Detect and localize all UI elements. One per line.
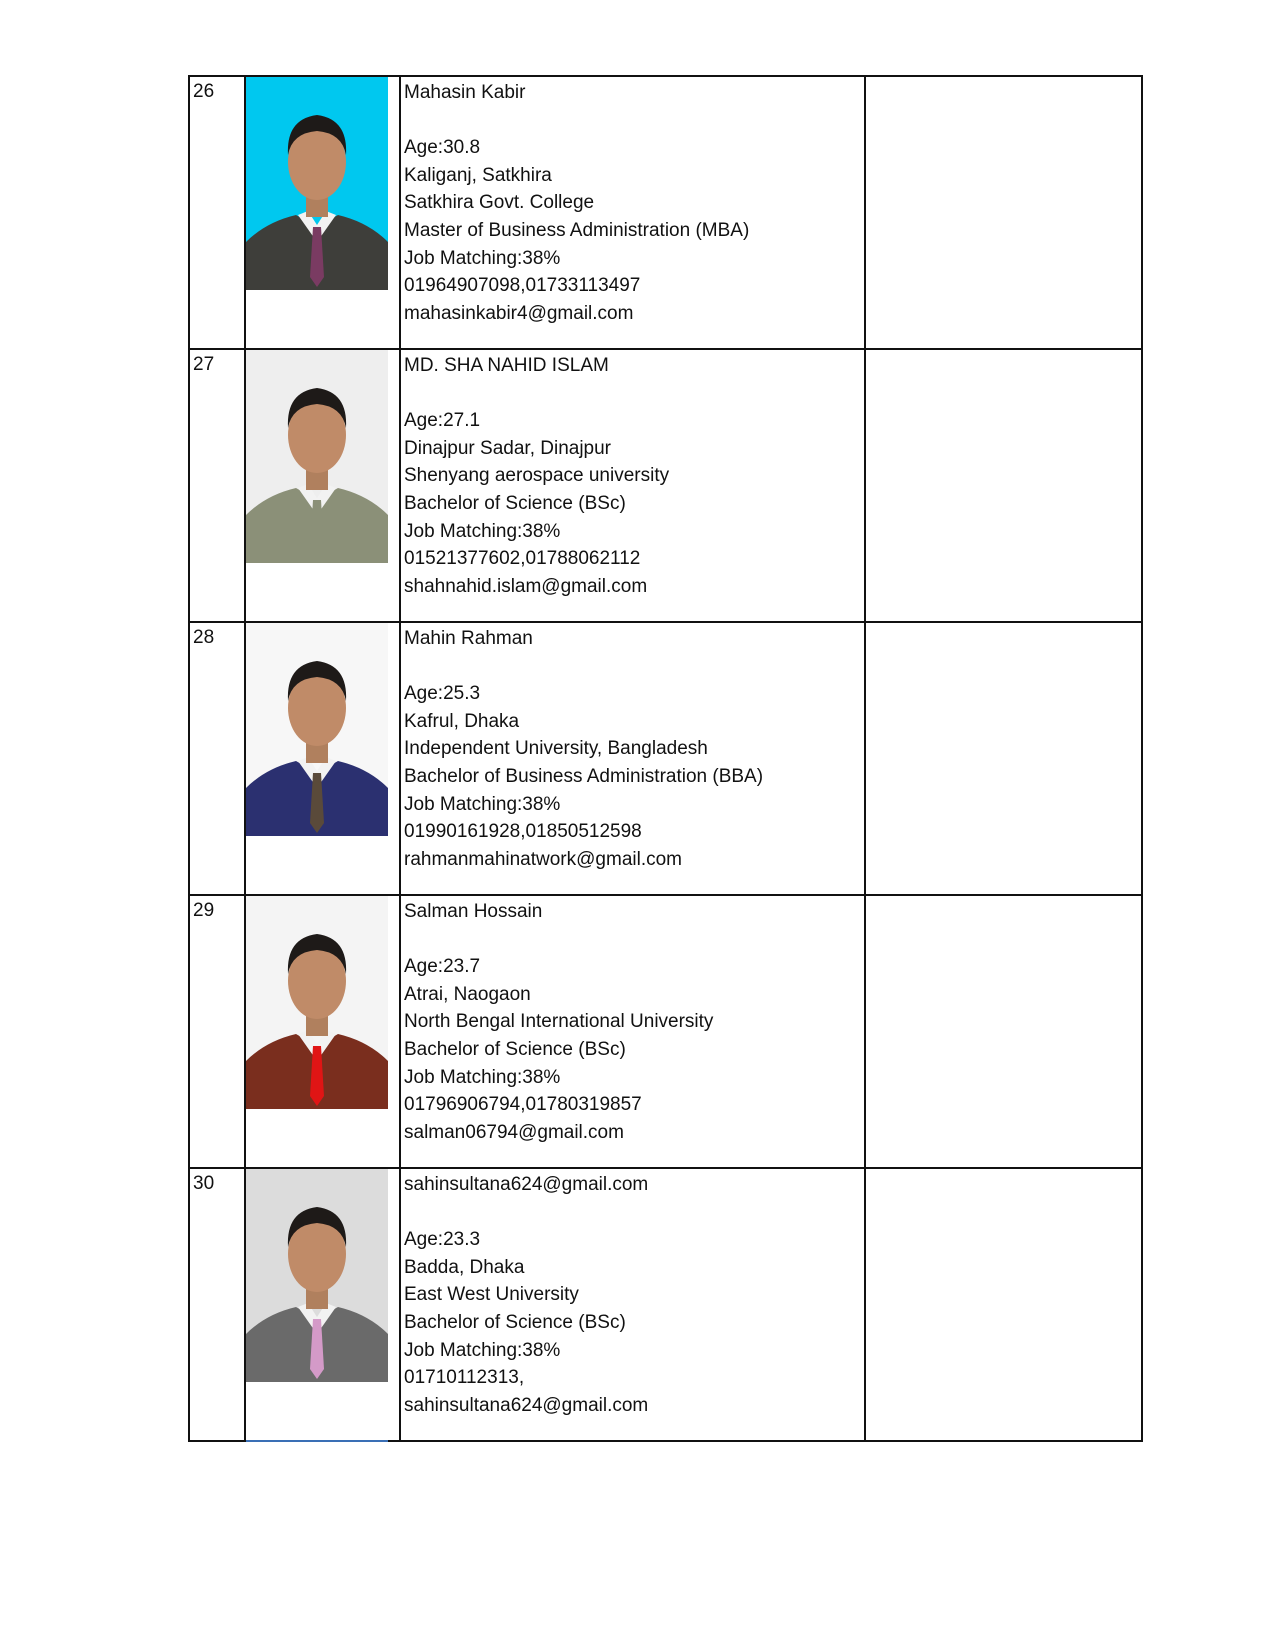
serial-number: 26 (193, 81, 215, 102)
candidate-table-body (189, 76, 1142, 1441)
candidate-institution: North Bengal International University (404, 1011, 714, 1033)
blank-line (404, 107, 864, 135)
serial-cell (189, 622, 245, 895)
candidate-job-matching: Job Matching:38% (404, 793, 561, 815)
candidate-email: salman06794@gmail.com (404, 1121, 624, 1143)
candidate-row (189, 895, 1142, 1168)
serial-cell (189, 76, 245, 349)
person-photo-icon (246, 623, 388, 836)
person-photo-icon (246, 896, 388, 1109)
candidate-institution: East West University (404, 1284, 579, 1306)
person-photo-icon (246, 1169, 388, 1382)
candidate-age: Age:23.3 (404, 1229, 481, 1251)
candidate-institution: Shenyang aerospace university (404, 465, 670, 487)
candidate-phone: 01710112313, (404, 1367, 525, 1389)
remarks-cell (865, 622, 1142, 895)
candidate-age: Age:27.1 (404, 410, 481, 432)
remarks-cell (865, 349, 1142, 622)
blank-line (404, 1199, 864, 1227)
candidate-row (189, 349, 1142, 622)
person-photo-icon (246, 350, 388, 563)
candidate-age: Age:30.8 (404, 137, 481, 159)
candidate-phone: 01990161928,01850512598 (404, 821, 642, 843)
details-cell (400, 1168, 865, 1441)
serial-number: 27 (193, 354, 215, 375)
remarks-cell (865, 76, 1142, 349)
candidate-location: Kafrul, Dhaka (404, 710, 520, 732)
details-cell (400, 622, 865, 895)
candidate-name: Mahasin Kabir (404, 82, 526, 103)
remarks-cell (865, 895, 1142, 1168)
candidate-job-matching: Job Matching:38% (404, 520, 561, 542)
candidate-phone: 01796906794,01780319857 (404, 1094, 642, 1116)
candidate-degree: Bachelor of Science (BSc) (404, 1311, 626, 1333)
candidate-email: rahmanmahinatwork@gmail.com (404, 848, 682, 870)
details-cell (400, 349, 865, 622)
blank-line (404, 380, 864, 408)
candidate-email: sahinsultana624@gmail.com (404, 1394, 649, 1416)
photo-cell (245, 622, 400, 895)
serial-number: 28 (193, 627, 215, 648)
candidate-job-matching: Job Matching:38% (404, 247, 561, 269)
candidate-name: sahinsultana624@gmail.com (404, 1174, 649, 1195)
blank-line (404, 926, 864, 954)
photo-cell (245, 895, 400, 1168)
blank-line (404, 653, 864, 681)
candidate-location: Badda, Dhaka (404, 1256, 525, 1278)
serial-cell (189, 1168, 245, 1441)
serial-number: 29 (193, 900, 215, 921)
photo-underline (246, 1440, 388, 1442)
candidate-degree: Master of Business Administration (MBA) (404, 219, 750, 241)
candidate-email: shahnahid.islam@gmail.com (404, 575, 648, 597)
candidate-table (188, 75, 1143, 1442)
candidate-row (189, 76, 1142, 349)
candidate-email: mahasinkabir4@gmail.com (404, 302, 634, 324)
serial-number: 30 (193, 1173, 215, 1194)
candidate-age: Age:25.3 (404, 683, 481, 705)
serial-cell (189, 349, 245, 622)
candidate-job-matching: Job Matching:38% (404, 1066, 561, 1088)
person-photo-icon (246, 77, 388, 290)
serial-cell (189, 895, 245, 1168)
photo-cell (245, 349, 400, 622)
remarks-cell (865, 1168, 1142, 1441)
details-cell (400, 76, 865, 349)
candidate-row (189, 1168, 1142, 1441)
photo-cell (245, 76, 400, 349)
candidate-institution: Independent University, Bangladesh (404, 738, 708, 760)
candidate-age: Age:23.7 (404, 956, 481, 978)
candidate-location: Dinajpur Sadar, Dinajpur (404, 437, 612, 459)
candidate-name: MD. SHA NAHID ISLAM (404, 355, 609, 376)
candidate-location: Kaliganj, Satkhira (404, 164, 552, 186)
candidate-row (189, 622, 1142, 895)
candidate-phone: 01521377602,01788062112 (404, 548, 641, 570)
candidate-degree: Bachelor of Science (BSc) (404, 1038, 626, 1060)
candidate-degree: Bachelor of Business Administration (BBA) (404, 765, 764, 787)
candidate-degree: Bachelor of Science (BSc) (404, 492, 626, 514)
candidate-job-matching: Job Matching:38% (404, 1339, 561, 1361)
details-cell (400, 895, 865, 1168)
candidate-name: Salman Hossain (404, 901, 543, 922)
candidate-name: Mahin Rahman (404, 628, 533, 649)
candidate-institution: Satkhira Govt. College (404, 192, 595, 214)
candidate-location: Atrai, Naogaon (404, 983, 531, 1005)
photo-cell (245, 1168, 400, 1441)
candidate-phone: 01964907098,01733113497 (404, 275, 641, 297)
